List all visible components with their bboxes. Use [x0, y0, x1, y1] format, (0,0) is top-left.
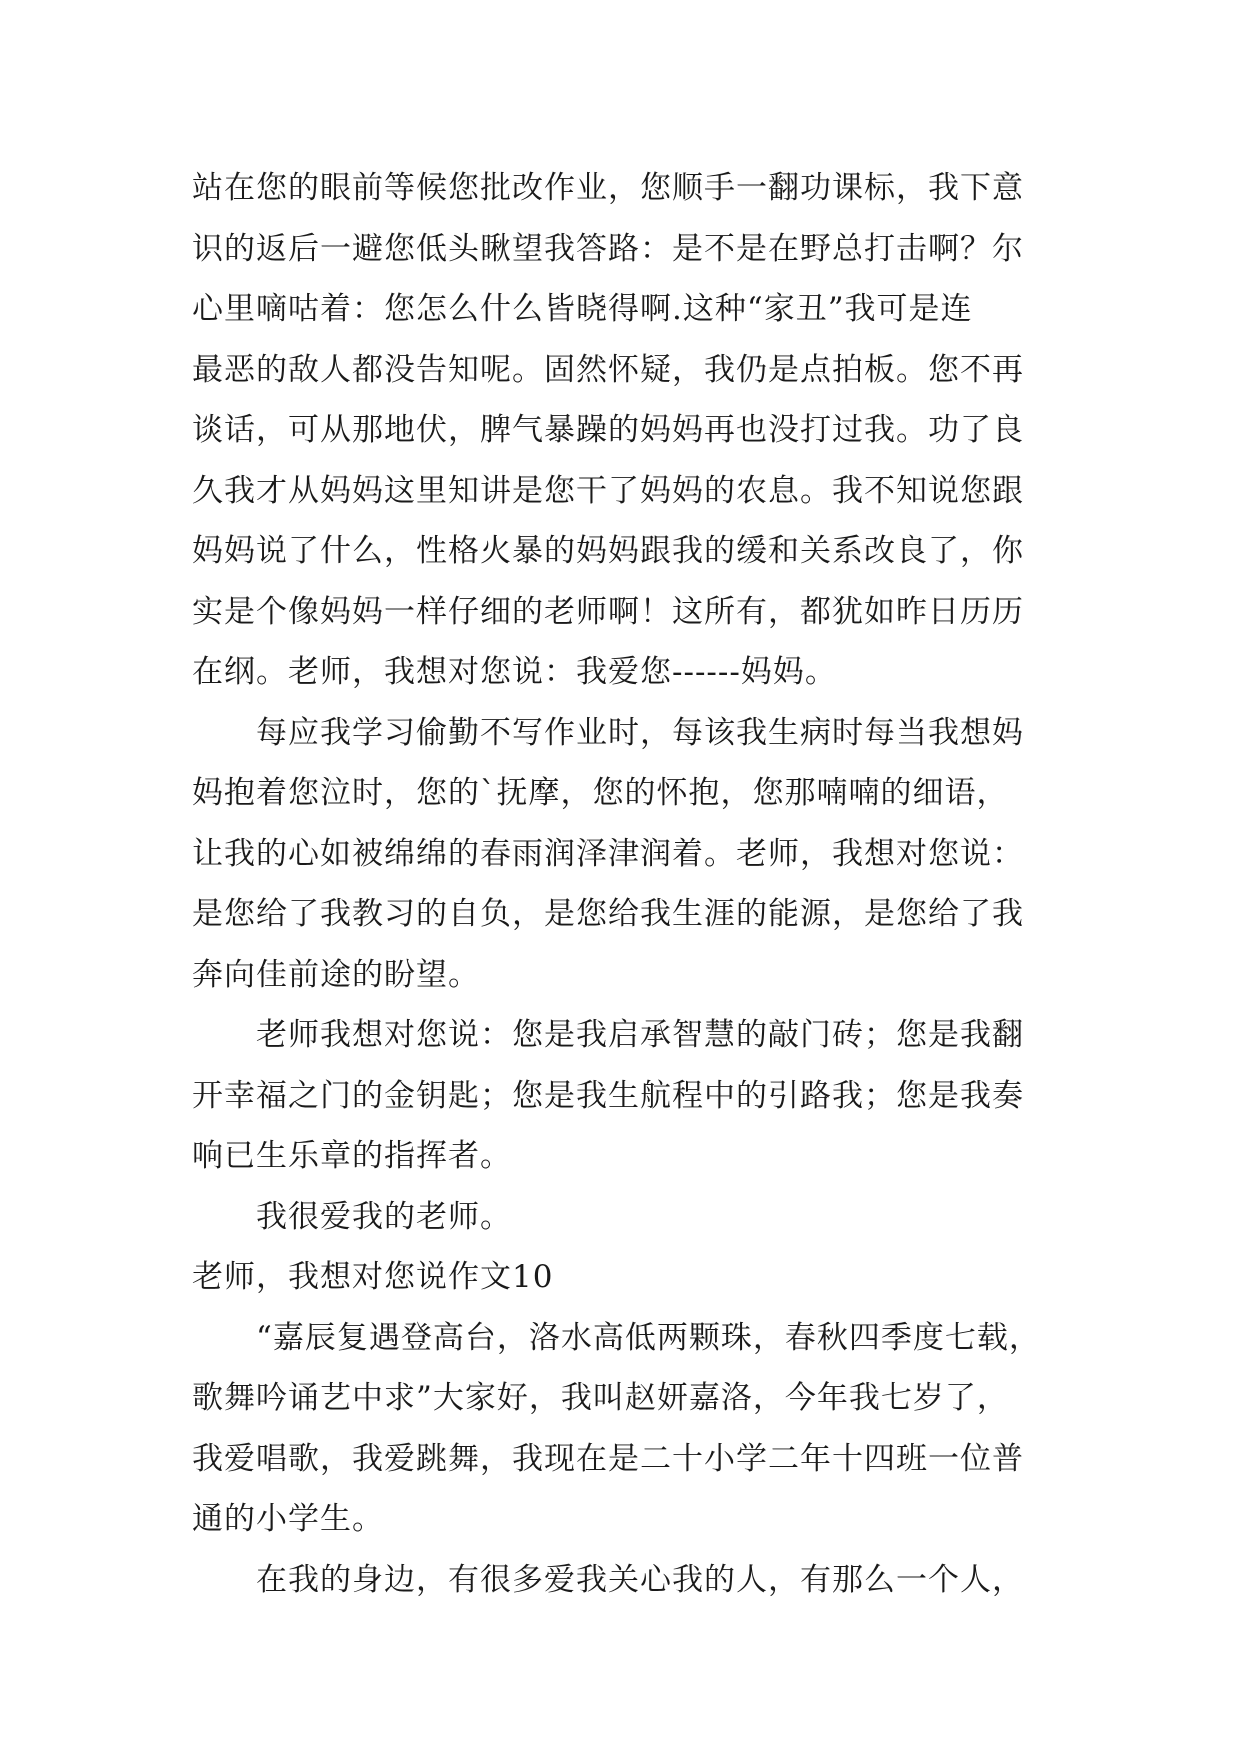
paragraph-first-line: 老师我想对您说：您是我启承智慧的敲门砖；您是我翻 [256, 1017, 1024, 1053]
paragraph-first-line: “嘉辰复遇登高台，洛水高低两颗珠，春秋四季度七载， [256, 1319, 1041, 1356]
text-line: 实是个像妈妈一样仔细的老师啊！这所有，都犹如昨日历历 [192, 593, 1024, 630]
text-line: 通的小学生。 [192, 1501, 384, 1537]
paragraph-first-line: 我很爱我的老师。 [256, 1198, 512, 1235]
text-line: 妈妈说了什么，性格火暴的妈妈跟我的缓和关系改良了，你 [192, 533, 1024, 569]
text-line: 我爱唱歌，我爱跳舞，我现在是二十小学二年十四班一位普 [192, 1440, 1024, 1477]
text-line: 是您给了我教习的自负，是您给我生涯的能源，是您给了我 [192, 896, 1024, 932]
text-line: 久我才从妈妈这里知讲是您干了妈妈的农息。我不知说您跟 [192, 472, 1024, 509]
section-heading: 老师，我想对您说作文10 [192, 1259, 554, 1295]
text-line: 响已生乐章的指挥者。 [192, 1138, 512, 1174]
text-line: 最恶的敌人都没告知呢。固然怀疑，我仍是点拍板。您不再 [192, 351, 1024, 388]
text-line: 奔向佳前途的盼望。 [192, 956, 480, 993]
text-line: 站在您的眼前等候您批改作业，您顺手一翻功课标，我下意 [192, 170, 1024, 206]
text-line: 开幸福之门的金钥匙；您是我生航程中的引路我；您是我奏 [192, 1077, 1024, 1114]
text-line: 识的返后一避您低头瞅望我答路：是不是在野总打击啊？尔 [192, 230, 1024, 267]
text-line: 心里嘀咕着：您怎么什么皆晓得啊.这种“家丑”我可是连 [192, 291, 973, 327]
text-line: 谈话，可从那地伏，脾气暴躁的妈妈再也没打过我。功了良 [192, 412, 1024, 448]
text-line: 妈抱着您泣时，您的`抚摩，您的怀抱，您那喃喃的细语， [192, 775, 1009, 811]
text-line: 歌舞吟诵艺中求”大家好，我叫赵妍嘉洛，今年我七岁了， [192, 1380, 1009, 1416]
text-line: 让我的心如被绵绵的春雨润泽津润着。老师，我想对您说： [192, 835, 1024, 872]
paragraph-first-line: 在我的身边，有很多爱我关心我的人，有那么一个人， [256, 1561, 1024, 1598]
document-page [192, 158, 1052, 1610]
paragraph-first-line: 每应我学习偷勤不写作业时，每该我生病时每当我想妈 [256, 714, 1024, 751]
text-line: 在纲。老师，我想对您说：我爱您------妈妈。 [192, 654, 837, 690]
